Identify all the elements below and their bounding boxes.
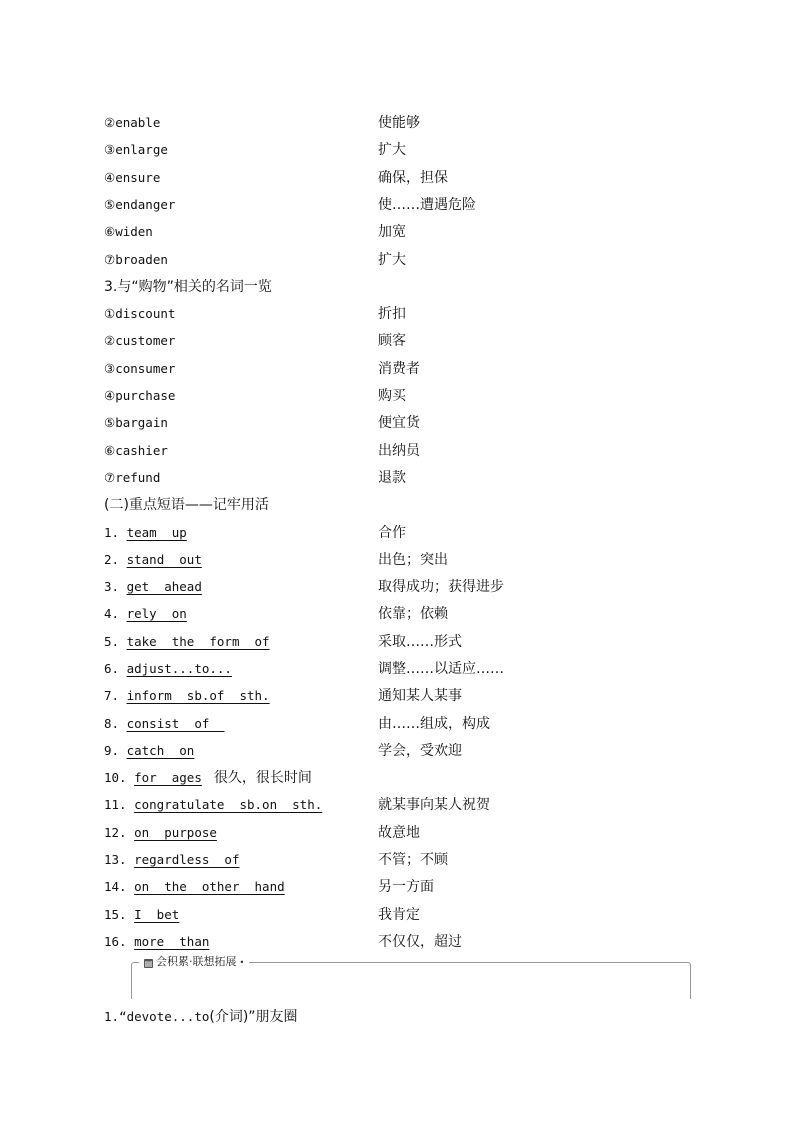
phrase-cn: 合作 bbox=[378, 525, 406, 541]
phrase-cn: 故意地 bbox=[378, 825, 420, 841]
phrase-en-wrap bbox=[104, 658, 232, 680]
phrase-answer: on the other hand bbox=[134, 879, 285, 894]
phrase-number: 2. bbox=[104, 552, 120, 567]
phrase-cn: 另一方面 bbox=[378, 879, 434, 895]
phrase-en-wrap bbox=[104, 713, 224, 735]
noun-cn: 便宜货 bbox=[378, 415, 420, 431]
noun-row bbox=[104, 358, 704, 380]
phrase-cn: 调整……以适应…… bbox=[378, 661, 504, 677]
phrase-answer: take the form of bbox=[126, 634, 270, 649]
phrase-number: 11. bbox=[104, 797, 127, 812]
dot-icon: • bbox=[239, 958, 245, 967]
phrase-cn: 由……组成，构成 bbox=[378, 716, 490, 732]
phrase-answer: consist of bbox=[126, 716, 225, 731]
phrase-en-wrap bbox=[104, 576, 202, 598]
noun-row bbox=[104, 467, 704, 489]
phrase-en-wrap bbox=[104, 603, 187, 625]
spacer bbox=[119, 579, 127, 594]
phrase-en-wrap bbox=[104, 631, 270, 653]
final-line bbox=[104, 1006, 298, 1028]
phrase-en-wrap bbox=[104, 767, 312, 789]
phrase-row bbox=[104, 631, 704, 653]
section-3-title: 3.与“购物”相关的名词一览 bbox=[104, 279, 272, 295]
phrase-number: 8. bbox=[104, 716, 120, 731]
verb-en: ④ensure bbox=[104, 170, 161, 185]
phrase-en-wrap bbox=[104, 522, 187, 544]
spacer bbox=[119, 661, 127, 676]
verb-cn: 使能够 bbox=[378, 115, 420, 131]
phrase-answer: on purpose bbox=[134, 825, 217, 840]
spacer bbox=[119, 606, 127, 621]
phrase-number: 12. bbox=[104, 825, 127, 840]
phrase-cn: 通知某人某事 bbox=[378, 688, 462, 704]
phrase-cn: 学会，受欢迎 bbox=[378, 743, 462, 759]
verb-row bbox=[104, 112, 704, 134]
spacer bbox=[119, 525, 127, 540]
phrase-cn: 取得成功；获得进步 bbox=[378, 579, 504, 595]
final-line-en: “devote...to bbox=[119, 1009, 210, 1024]
phrase-row bbox=[104, 658, 704, 680]
phrase-en-wrap bbox=[104, 685, 270, 707]
phrase-row bbox=[104, 603, 704, 625]
phrase-number: 4. bbox=[104, 606, 120, 621]
phrase-row bbox=[104, 822, 704, 844]
noun-cn: 出纳员 bbox=[378, 443, 420, 459]
phrase-cn: 很久，很长时间 bbox=[213, 770, 312, 786]
phrase-row bbox=[104, 849, 704, 871]
noun-en: ⑤bargain bbox=[104, 415, 168, 430]
phrases-section-title: (二)重点短语——记牢用活 bbox=[104, 497, 269, 513]
verb-cn: 使……遭遇危险 bbox=[378, 197, 476, 213]
book-icon: ▤ bbox=[144, 959, 153, 968]
phrase-answer: get ahead bbox=[126, 579, 202, 594]
verb-en: ⑤endanger bbox=[104, 197, 176, 212]
noun-en: ⑥cashier bbox=[104, 443, 168, 458]
phrase-row bbox=[104, 740, 704, 762]
noun-row bbox=[104, 385, 704, 407]
phrase-en-wrap bbox=[104, 549, 202, 571]
final-line-number: 1. bbox=[104, 1009, 120, 1024]
verb-cn: 确保，担保 bbox=[378, 170, 448, 186]
phrase-en-wrap bbox=[104, 849, 239, 871]
phrase-cn: 采取……形式 bbox=[378, 634, 462, 650]
phrase-row bbox=[104, 549, 704, 571]
spacer bbox=[127, 770, 135, 785]
verb-en: ⑥widen bbox=[104, 224, 153, 239]
phrase-cn: 我肯定 bbox=[378, 907, 420, 923]
phrase-answer: for ages bbox=[134, 770, 202, 785]
spacer bbox=[127, 907, 135, 922]
phrase-answer: congratulate sb.on sth. bbox=[134, 797, 323, 812]
phrase-answer: inform sb.of sth. bbox=[126, 688, 270, 703]
verb-en: ③enlarge bbox=[104, 142, 168, 157]
phrase-cn: 不管；不顾 bbox=[378, 852, 448, 868]
phrase-row bbox=[104, 794, 704, 816]
phrase-answer: regardless of bbox=[134, 852, 240, 867]
phrase-number: 3. bbox=[104, 579, 120, 594]
noun-en: ③consumer bbox=[104, 361, 176, 376]
phrase-row bbox=[104, 904, 704, 926]
phrase-cn: 出色；突出 bbox=[378, 552, 448, 568]
phrase-cn: 不仅仅，超过 bbox=[378, 934, 462, 950]
noun-cn: 折扣 bbox=[378, 306, 406, 322]
phrase-row bbox=[104, 876, 704, 898]
spacer bbox=[119, 716, 127, 731]
phrase-row bbox=[104, 767, 704, 789]
phrase-answer: adjust...to... bbox=[126, 661, 232, 676]
phrase-number: 7. bbox=[104, 688, 120, 703]
phrase-number: 10. bbox=[104, 770, 127, 785]
spacer bbox=[127, 934, 135, 949]
noun-cn: 退款 bbox=[378, 470, 406, 486]
spacer bbox=[127, 879, 135, 894]
verb-row bbox=[104, 221, 704, 243]
note-box-label: 会积累·联想拓展 bbox=[156, 955, 237, 968]
noun-en: ①discount bbox=[104, 306, 176, 321]
phrase-number: 15. bbox=[104, 907, 127, 922]
phrase-answer: more than bbox=[134, 934, 210, 949]
verb-cn: 扩大 bbox=[378, 252, 406, 268]
spacer bbox=[127, 825, 135, 840]
spacer bbox=[127, 797, 135, 812]
noun-cn: 消费者 bbox=[378, 361, 420, 377]
noun-row bbox=[104, 412, 704, 434]
spacer bbox=[119, 688, 127, 703]
phrase-row bbox=[104, 522, 704, 544]
phrase-cn: 就某事向某人祝贺 bbox=[378, 797, 490, 813]
phrase-en-wrap bbox=[104, 822, 217, 844]
phrase-answer: stand out bbox=[126, 552, 202, 567]
noun-row bbox=[104, 303, 704, 325]
phrase-number: 14. bbox=[104, 879, 127, 894]
phrase-answer: I bet bbox=[134, 907, 180, 922]
phrase-answer: team up bbox=[126, 525, 187, 540]
spacer bbox=[119, 743, 127, 758]
phrase-number: 13. bbox=[104, 852, 127, 867]
phrase-number: 6. bbox=[104, 661, 120, 676]
spacer bbox=[119, 552, 127, 567]
verb-cn: 扩大 bbox=[378, 142, 406, 158]
final-line-cn: (介词)”朋友圈 bbox=[209, 1009, 298, 1025]
noun-en: ④purchase bbox=[104, 388, 176, 403]
verb-row bbox=[104, 249, 704, 271]
note-box-title bbox=[139, 954, 249, 971]
phrase-en-wrap bbox=[104, 876, 285, 898]
verb-row bbox=[104, 139, 704, 161]
noun-en: ⑦refund bbox=[104, 470, 161, 485]
phrase-row bbox=[104, 931, 704, 953]
noun-cn: 顾客 bbox=[378, 333, 406, 349]
phrase-row bbox=[104, 576, 704, 598]
phrase-answer: catch on bbox=[126, 743, 195, 758]
phrase-en-wrap bbox=[104, 931, 209, 953]
phrase-row bbox=[104, 713, 704, 735]
phrase-answer: rely on bbox=[126, 606, 187, 621]
phrase-row bbox=[104, 685, 704, 707]
spacer bbox=[119, 634, 127, 649]
phrase-number: 1. bbox=[104, 525, 120, 540]
verb-row bbox=[104, 194, 704, 216]
phrase-en-wrap bbox=[104, 794, 322, 816]
spacer bbox=[127, 852, 135, 867]
phrase-number: 5. bbox=[104, 634, 120, 649]
phrase-cn: 依靠；依赖 bbox=[378, 606, 448, 622]
noun-en: ②customer bbox=[104, 333, 176, 348]
phrase-number: 16. bbox=[104, 934, 127, 949]
noun-cn: 购买 bbox=[378, 388, 406, 404]
noun-row bbox=[104, 330, 704, 352]
phrase-en-wrap bbox=[104, 740, 194, 762]
noun-row bbox=[104, 440, 704, 462]
verb-en: ②enable bbox=[104, 115, 161, 130]
phrase-number: 9. bbox=[104, 743, 120, 758]
verb-cn: 加宽 bbox=[378, 224, 406, 240]
verb-en: ⑦broaden bbox=[104, 252, 168, 267]
verb-row bbox=[104, 167, 704, 189]
phrase-en-wrap bbox=[104, 904, 179, 926]
